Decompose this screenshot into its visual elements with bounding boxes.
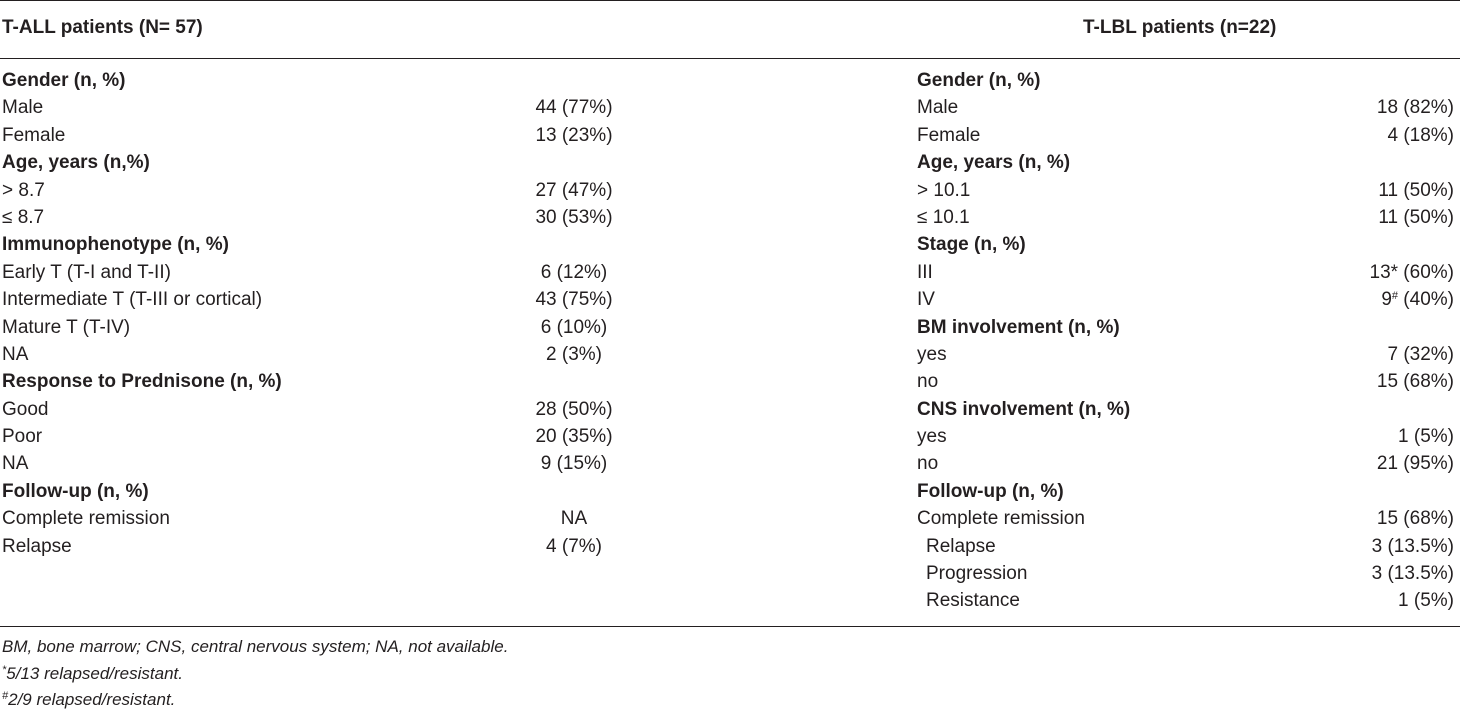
t-all-row-label: NA [2, 343, 29, 365]
t-all-table-row [2, 450, 662, 477]
header-rule [0, 58, 1460, 59]
t-all-section-header [2, 368, 662, 395]
t-lbl-row-value [1377, 368, 1454, 395]
t-all-row-value-text: 20 (35%) [535, 426, 613, 448]
t-all-row-value-text: 2 (3%) [546, 343, 602, 365]
footnote-asterisk-text: 5/13 relapsed/resistant. [6, 663, 183, 683]
t-lbl-table-row [917, 450, 1457, 477]
t-all-row-label: Intermediate T (T-III or cortical) [2, 289, 263, 311]
t-all-row-value-text: 13 (23%) [535, 124, 613, 146]
t-lbl-row-value [1372, 533, 1454, 560]
t-lbl-row-label: Age, years (n, %) [917, 152, 1071, 174]
t-lbl-row-value-text: 1 (5%) [1398, 590, 1454, 612]
t-lbl-row-label: Resistance [926, 590, 1020, 612]
t-lbl-table-row [917, 341, 1457, 368]
t-lbl-row-label: CNS involvement (n, %) [917, 398, 1131, 420]
t-lbl-row-value [1378, 177, 1454, 204]
t-all-row-value-text: 43 (75%) [535, 289, 613, 311]
t-lbl-row-label: Stage (n, %) [917, 234, 1026, 256]
t-all-row-label: > 8.7 [2, 179, 45, 201]
t-lbl-row-value-text: 3 (13.5%) [1371, 563, 1454, 585]
t-lbl-table-row [917, 505, 1457, 532]
footnote-hash [2, 687, 508, 714]
table-footnotes [2, 634, 508, 714]
t-lbl-row-value-text: 11 (50%) [1378, 206, 1454, 228]
t-lbl-table-row [917, 94, 1457, 121]
t-all-row-value-text: NA [560, 508, 588, 530]
t-all-row-value [486, 505, 662, 532]
t-lbl-row-value [1398, 423, 1454, 450]
t-all-row-value-text: 6 (12%) [540, 261, 608, 283]
t-lbl-row-value-text: 1 (5%) [1398, 426, 1454, 448]
t-lbl-row-value [1377, 450, 1454, 477]
t-lbl-row-value-text: 7 (32%) [1387, 343, 1454, 365]
t-lbl-row-value-text: 15 (68%) [1376, 508, 1454, 530]
t-lbl-section-header [917, 149, 1457, 176]
t-lbl-section-header [917, 478, 1457, 505]
t-all-table-row [2, 341, 662, 368]
t-lbl-column-header: T-LBL patients (n=22) [1083, 17, 1277, 38]
t-all-table-row [2, 505, 662, 532]
t-lbl-row-value-text: 3 (13.5%) [1371, 535, 1454, 557]
t-lbl-row-value-text: 21 (95%) [1376, 453, 1454, 475]
t-all-row-value [486, 450, 662, 477]
t-lbl-row-label: Follow-up (n, %) [917, 480, 1064, 502]
footnote-asterisk-mark: * [2, 663, 7, 676]
t-lbl-row-value-text: 15 (68%) [1376, 371, 1454, 393]
t-all-table-row [2, 259, 662, 286]
t-lbl-table-body [917, 67, 1457, 615]
t-all-row-value-text: 9 (15%) [540, 453, 608, 475]
footnote-asterisk [2, 661, 508, 688]
footnote-hash-text: 2/9 relapsed/resistant. [8, 690, 176, 709]
t-all-row-label: Age, years (n,%) [2, 152, 150, 174]
t-all-row-label: Poor [2, 426, 43, 448]
t-all-column-header: T-ALL patients (N= 57) [2, 17, 203, 38]
t-lbl-section-header [917, 396, 1457, 423]
t-lbl-row-label: yes [917, 426, 947, 448]
t-lbl-row-value [1377, 505, 1454, 532]
t-all-row-value-text: 4 (7%) [546, 535, 602, 557]
t-lbl-row-value [1387, 341, 1454, 368]
t-lbl-row-label: Gender (n, %) [917, 70, 1041, 91]
t-lbl-row-label: Male [917, 97, 959, 119]
t-all-row-label: Female [2, 124, 66, 146]
t-all-row-label: Response to Prednisone (n, %) [2, 371, 282, 393]
table-top-rule [0, 0, 1460, 1]
t-lbl-row-label: > 10.1 [917, 179, 971, 201]
t-all-row-value [486, 314, 662, 341]
t-all-row-label: Immunophenotype (n, %) [2, 234, 229, 256]
footnote-hash-mark: # [2, 690, 9, 702]
t-all-row-value-text: 44 (77%) [535, 97, 613, 119]
t-all-row-value [486, 122, 662, 149]
t-all-row-label: Mature T (T-IV) [2, 316, 131, 338]
t-all-row-value [486, 341, 662, 368]
t-all-row-label: ≤ 8.7 [2, 206, 45, 228]
t-all-row-value [486, 286, 662, 313]
t-all-section-header [2, 67, 662, 94]
t-all-row-label: Complete remission [2, 508, 170, 530]
t-lbl-row-label: ≤ 10.1 [917, 206, 970, 228]
t-all-row-value [486, 423, 662, 450]
t-lbl-table-row [917, 533, 1457, 560]
t-all-row-label: Gender (n, %) [2, 70, 126, 91]
t-all-table-row [2, 204, 662, 231]
t-lbl-table-row [917, 286, 1457, 313]
t-lbl-table-row [917, 560, 1457, 587]
t-lbl-row-value-footnote-mark: # [1391, 290, 1399, 303]
t-all-row-value-text: 28 (50%) [535, 398, 613, 420]
t-lbl-row-value [1378, 204, 1454, 231]
t-all-row-value [486, 396, 662, 423]
t-all-row-value [486, 94, 662, 121]
t-lbl-table-row [917, 423, 1457, 450]
t-lbl-row-label: Progression [926, 563, 1028, 585]
footnote-abbreviations: BM, bone marrow; CNS, central nervous system; NA, not available. [2, 637, 509, 656]
t-lbl-row-label: yes [917, 343, 947, 365]
t-all-row-label: Good [2, 398, 49, 420]
t-all-row-label: Early T (T-I and T-II) [2, 261, 171, 283]
t-all-row-label: Male [2, 97, 44, 119]
table-bottom-rule [0, 626, 1460, 627]
t-all-row-value [486, 204, 662, 231]
t-lbl-row-value [1377, 94, 1454, 121]
t-lbl-table-row [917, 204, 1457, 231]
t-all-section-header [2, 231, 662, 258]
t-all-row-label: Follow-up (n, %) [2, 480, 149, 502]
t-all-row-label: NA [2, 453, 29, 475]
t-lbl-table-row [917, 587, 1457, 614]
t-lbl-row-value [1387, 122, 1454, 149]
t-all-table-row [2, 396, 662, 423]
t-all-row-value-text: 30 (53%) [535, 206, 613, 228]
t-lbl-row-value-text: 9 [1381, 289, 1392, 311]
t-all-row-value [486, 177, 662, 204]
t-all-section-header [2, 149, 662, 176]
t-all-table-row [2, 122, 662, 149]
t-lbl-table-row [917, 122, 1457, 149]
t-all-row-value [486, 259, 662, 286]
t-lbl-row-value-suffix: (40%) [1398, 289, 1454, 311]
t-lbl-table-row [917, 368, 1457, 395]
t-lbl-row-label: III [917, 261, 933, 283]
t-all-table-row [2, 423, 662, 450]
t-lbl-row-label: IV [917, 289, 935, 311]
t-all-table-row [2, 94, 662, 121]
t-all-table-body [2, 67, 662, 560]
t-lbl-row-label: no [917, 453, 939, 475]
t-all-row-label: Relapse [2, 535, 72, 557]
t-lbl-row-label: Female [917, 124, 981, 146]
t-all-table-row [2, 314, 662, 341]
t-lbl-section-header [917, 231, 1457, 258]
t-lbl-row-value [1370, 259, 1455, 286]
t-lbl-table-row [917, 259, 1457, 286]
t-all-table-row [2, 533, 662, 560]
t-lbl-table-row [917, 177, 1457, 204]
t-all-table-row [2, 286, 662, 313]
t-lbl-row-label: Relapse [926, 535, 996, 557]
t-lbl-row-value-text: 4 (18%) [1387, 124, 1454, 146]
t-lbl-row-label: BM involvement (n, %) [917, 316, 1120, 338]
t-lbl-row-value-text: 11 (50%) [1378, 179, 1454, 201]
t-all-row-value [486, 533, 662, 560]
t-all-table-row [2, 177, 662, 204]
t-lbl-section-header [917, 314, 1457, 341]
t-all-row-value-text: 6 (10%) [540, 316, 608, 338]
t-lbl-row-value-text: 18 (82%) [1376, 97, 1454, 119]
t-lbl-section-header [917, 67, 1457, 94]
t-lbl-row-value-text: 13* (60%) [1369, 261, 1454, 283]
t-lbl-row-label: Complete remission [917, 508, 1085, 530]
t-all-row-value-text: 27 (47%) [535, 179, 613, 201]
t-lbl-row-value [1381, 286, 1454, 313]
t-all-section-header [2, 478, 662, 505]
t-lbl-row-value [1372, 560, 1454, 587]
t-lbl-row-value [1398, 587, 1454, 614]
t-lbl-row-label: no [917, 371, 939, 393]
